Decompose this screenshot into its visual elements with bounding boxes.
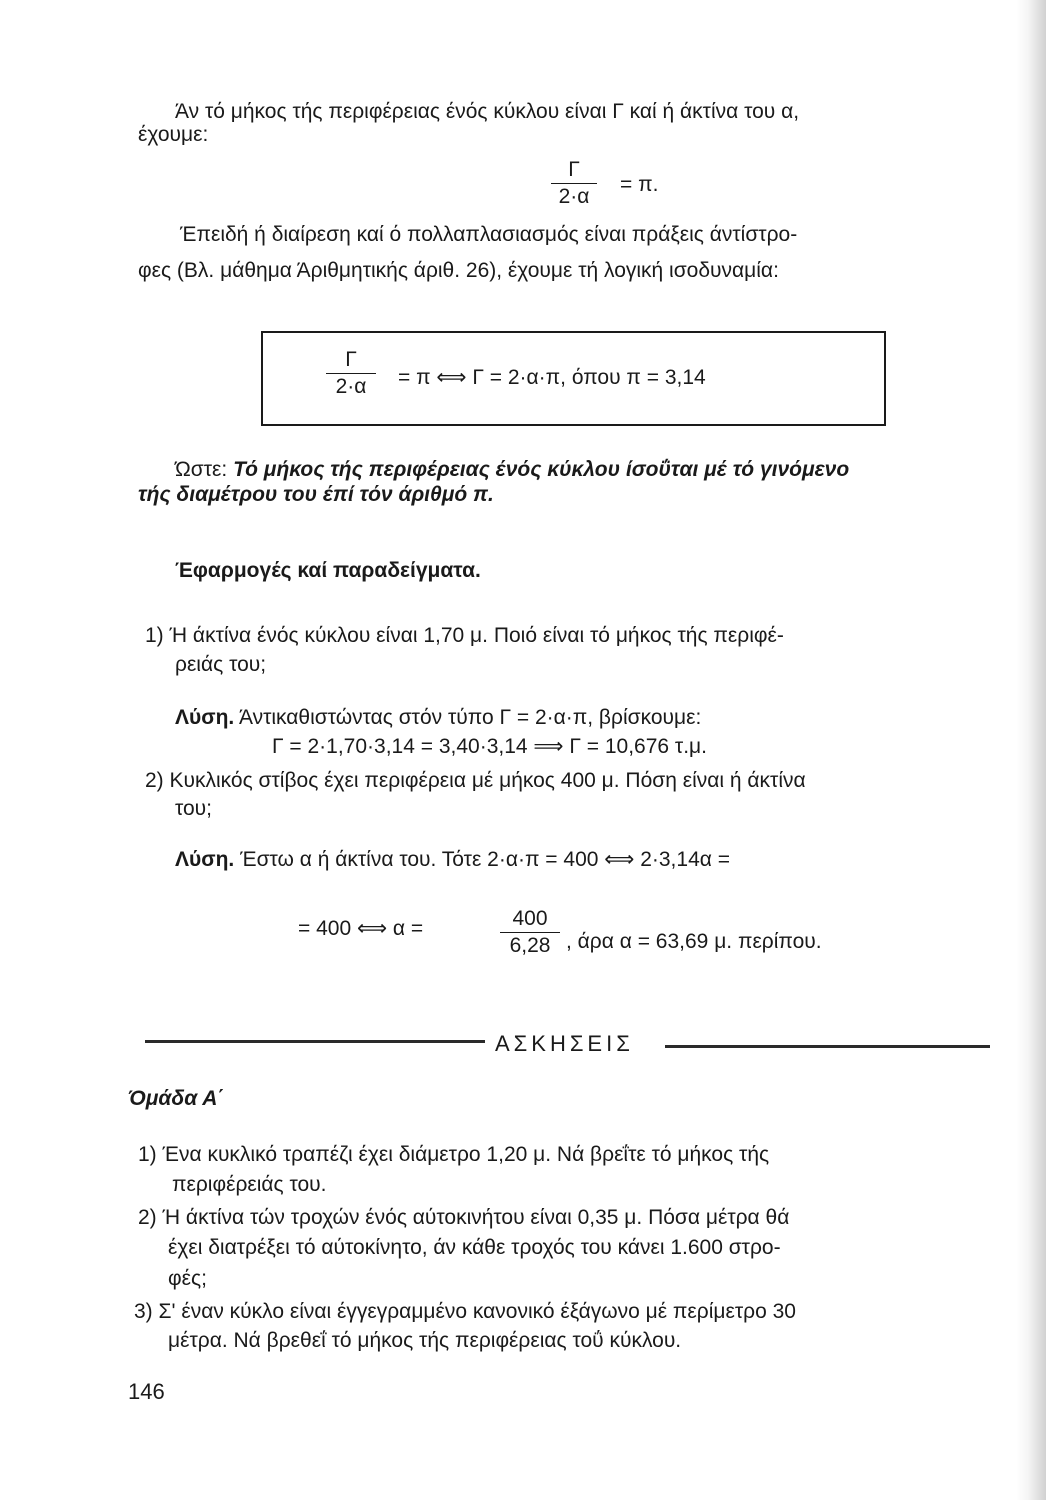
example-2-solution-line-1 (175, 846, 730, 874)
conclusion-line-1 (175, 456, 849, 484)
exercise-2-line-1: 2) Ή άκτίνα τών τροχών ένός αύτοκινήτου είναι 0,35 μ. Πόσα μέτρα θά (138, 1206, 790, 1229)
para-2-line-2: φες (Βλ. μάθημα Άριθμητικής άριθ. 26), έχουμε τή λογική ισοδυναμία: (138, 259, 779, 282)
exercise-1-line-2: περιφέρειάς του. (172, 1173, 327, 1196)
boxed-formula-fraction (326, 347, 376, 400)
example-2-solution-text: Έστω α ή άκτίνα του. Τότε 2·α·π = 400 ⟺ 2·3,14α = (234, 848, 730, 871)
conclusion-line-2: τής διαμέτρου του έπί τόν άριθμό π. (138, 483, 494, 506)
formula-1-fraction (551, 157, 597, 210)
boxed-formula-numerator: Γ (326, 347, 376, 374)
formula-1-denominator: 2·α (558, 185, 590, 208)
group-a-heading: Όμάδα Α΄ (128, 1087, 225, 1110)
example-2-fraction (500, 906, 560, 959)
example-1-line-2: ρειάς του; (175, 653, 267, 676)
example-2-solution-line-2-right: , άρα α = 63,69 μ. περίπου. (566, 930, 822, 953)
exercise-2-line-2: έχει διατρέξει τό αύτοκίνητο, άν κάθε τροχός του κάνει 1.600 στρο- (168, 1236, 781, 1259)
example-1-solution-label: Λύση. (175, 706, 235, 729)
example-1-solution-text: Άντικαθιστώντας στόν τύπο Γ = 2·α·π, βρίσκουμε: (234, 706, 702, 729)
para-2-line-1: Έπειδή ή διαίρεση καί ό πολλαπλασιασμός είναι πράξεις άντίστρο- (180, 223, 798, 246)
intro-line-1: Άν τό μήκος τής περιφέρειας ένός κύκλου είναι Γ καί ή άκτίνα του α, (175, 100, 800, 123)
page-edge-shadow (1016, 0, 1046, 1500)
example-2-fraction-numerator: 400 (500, 906, 560, 933)
conclusion-emphasis-1: Τό μήκος τής περιφέρειας ένός κύκλου ίσοΰται μέ τό γινόμενο (233, 458, 850, 481)
example-1-solution-line-1 (175, 704, 701, 732)
applications-heading: Έφαρμογές καί παραδείγματα. (175, 559, 481, 582)
example-2-solution-line-2-left: = 400 ⟺ α = (298, 917, 424, 940)
exercise-3-line-1: 3) Σ' έναν κύκλο είναι έγγεγραμμένο κανονικό έξάγωνο μέ περίμετρο 30 (134, 1300, 796, 1323)
example-2-line-1: 2) Κυκλικός στίβος έχει περιφέρεια μέ μήκος 400 μ. Πόση είναι ή άκτίνα (145, 769, 806, 792)
formula-1-numerator: Γ (551, 157, 597, 184)
exercise-3-line-2: μέτρα. Νά βρεθεΐ τό μήκος τής περιφέρειας τοΰ κύκλου. (168, 1329, 682, 1352)
example-2-line-2: του; (175, 797, 212, 820)
example-2-fraction-denominator: 6,28 (509, 934, 551, 957)
example-2-solution-label: Λύση. (175, 848, 235, 871)
divider-left (145, 1040, 485, 1043)
example-1-solution-line-2: Γ = 2·1,70·3,14 = 3,40·3,14 ⟹ Γ = 10,676 τ.μ. (272, 735, 707, 758)
formula-1-rhs: = π. (620, 173, 659, 196)
boxed-formula-denominator: 2·α (335, 375, 367, 398)
conclusion-prefix: Ώστε: (175, 458, 234, 481)
divider-right (665, 1045, 990, 1048)
exercise-1-line-1: 1) Ένα κυκλικό τραπέζι έχει διάμετρο 1,20 μ. Νά βρεΐτε τό μήκος τής (138, 1143, 770, 1166)
exercises-heading: ΑΣΚΗΣΕΙΣ (495, 1031, 634, 1056)
example-1-line-1: 1) Ή άκτίνα ένός κύκλου είναι 1,70 μ. Ποιό είναι τό μήκος τής περιφέ- (145, 624, 784, 647)
exercise-2-line-3: φές; (168, 1267, 207, 1290)
intro-line-2: έχουμε: (138, 123, 209, 146)
page-number: 146 (128, 1379, 165, 1404)
boxed-formula-rhs: = π ⟺ Γ = 2·α·π, όπου π = 3,14 (398, 366, 706, 389)
